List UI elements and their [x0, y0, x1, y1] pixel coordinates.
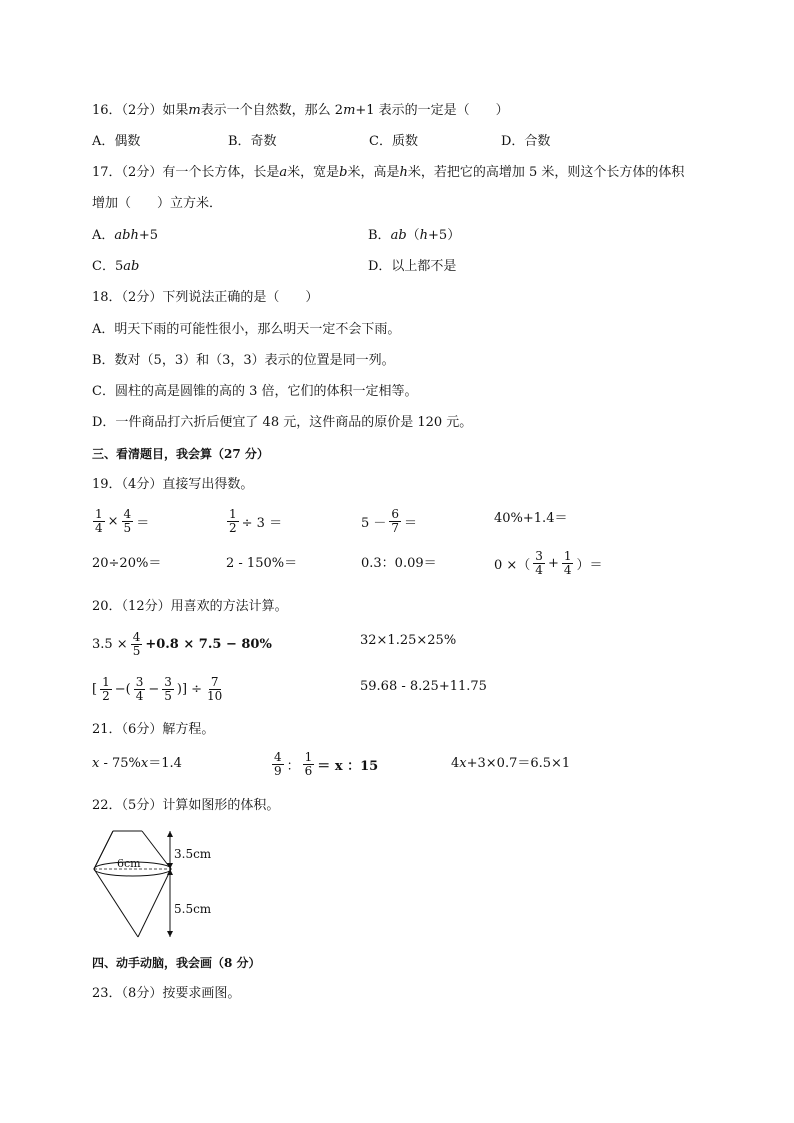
q19-expr-4: 40%+1.4＝ [494, 511, 568, 526]
q22-top-height-label: 3.5cm [174, 847, 212, 861]
q17-option-b[interactable]: B．ab（h+5） [368, 228, 461, 243]
q16-option-c[interactable]: C．质数 [369, 134, 418, 149]
fraction: $\frac{1}{2}$ [102, 675, 110, 703]
q21-equation-2: $\frac{4}{9}$ ： $\frac{1}{6}$ ＝ x ：15 [274, 750, 379, 778]
fraction: $\frac{4}{5}$ [123, 507, 132, 535]
q20-expr-4: 59.68 - 8.25+11.75 [360, 679, 487, 694]
fraction: $\frac{4}{9}$ [274, 750, 282, 778]
q19-expr-8: 0 ×（ $\frac{3}{4}$ + $\frac{1}{4}$ ）＝ [494, 549, 603, 577]
q21-stem: 21．（6分）解方程。 [92, 722, 215, 737]
q19-expr-3: 5 － $\frac{6}{7}$ ＝ [361, 507, 418, 535]
q22-stem: 22．（5分）计算如图形的体积。 [92, 798, 280, 813]
q22-bottom-height-label: 5.5cm [174, 902, 212, 916]
fraction: $\frac{1}{4}$ [563, 549, 572, 577]
q20-stem: 20．（12分）用喜欢的方法计算。 [92, 599, 288, 614]
q16-option-a[interactable]: A．偶数 [92, 134, 141, 149]
fraction: $\frac{1}{2}$ [229, 507, 237, 535]
q22-diameter-label: 6cm [117, 857, 141, 870]
q18-option-c[interactable]: C．圆柱的高是圆锥的高的 3 倍，它们的体积一定相等。 [92, 384, 418, 399]
q17-option-d[interactable]: D．以上都不是 [368, 259, 457, 274]
q18-option-b[interactable]: B．数对（5，3）和（3，3）表示的位置是同一列。 [92, 353, 395, 368]
q18-stem: 18．（2分）下列说法正确的是（ ） [92, 290, 319, 305]
q23-stem: 23．（8分）按要求画图。 [92, 986, 241, 1001]
q17-stem-line1: 17．（2分）有一个长方体，长是a米，宽是b米，高是h米，若把它的高增加 5 米，则这个长方体的体积 [92, 165, 685, 180]
fraction: $\frac{4}{5}$ [132, 630, 141, 658]
double-cone-figure [88, 825, 238, 945]
q20-expr-2: 32×1.25×25% [360, 633, 457, 648]
q18-option-a[interactable]: A．明天下雨的可能性很小，那么明天一定不会下雨。 [92, 322, 401, 337]
q21-equation-3: 4x+3×0.7＝6.5×1 [451, 756, 571, 771]
q19-stem: 19．（4分）直接写出得数。 [92, 477, 254, 492]
q19-expr-2: $\frac{1}{2}$ ÷ 3 ＝ [229, 507, 283, 535]
section-4-heading: 四、动手动脑，我会画（8 分） [92, 956, 261, 970]
fraction: $\frac{3}{5}$ [164, 675, 172, 703]
fraction: $\frac{7}{10}$ [207, 675, 223, 703]
q21-equation-1: x - 75%x＝1.4 [92, 756, 182, 771]
q20-expr-3: [ $\frac{1}{2}$ −( $\frac{3}{4}$ − $\frac{3}{5}$ )] ÷ $\frac{7}{10}$ [92, 675, 223, 703]
q16-option-d[interactable]: D．合数 [501, 134, 551, 149]
q18-option-d[interactable]: D．一件商品打六折后便宜了 48 元，这件商品的原价是 120 元。 [92, 415, 473, 430]
q16-option-b[interactable]: B．奇数 [228, 134, 277, 149]
q17-option-c[interactable]: C．5ab [92, 259, 140, 274]
q20-expr-1: 3.5 × $\frac{4}{5}$ +0.8 × 7.5 − 80% [92, 630, 272, 658]
q19-expr-7: 0.3：0.09＝ [361, 556, 437, 571]
fraction: $\frac{3}{4}$ [535, 549, 543, 577]
fraction: $\frac{1}{4}$ [95, 507, 103, 535]
q17-stem-line2: 增加（ ）立方米． [92, 196, 223, 211]
fraction: $\frac{1}{6}$ [304, 750, 313, 778]
q19-expr-6: 2 - 150%＝ [226, 556, 298, 571]
q17-option-a[interactable]: A．abh+5 [92, 228, 159, 243]
q19-expr-5: 20÷20%＝ [92, 556, 162, 571]
section-3-heading: 三、看清题目，我会算（27 分） [92, 447, 269, 461]
fraction: $\frac{3}{4}$ [135, 675, 144, 703]
q19-expr-1: $\frac{1}{4}$ × $\frac{4}{5}$ ＝ [95, 507, 150, 535]
fraction: $\frac{6}{7}$ [391, 507, 400, 535]
q16-stem: 16．（2分）如果m表示一个自然数，那么 2m+1 表示的一定是（ ） [92, 103, 509, 118]
